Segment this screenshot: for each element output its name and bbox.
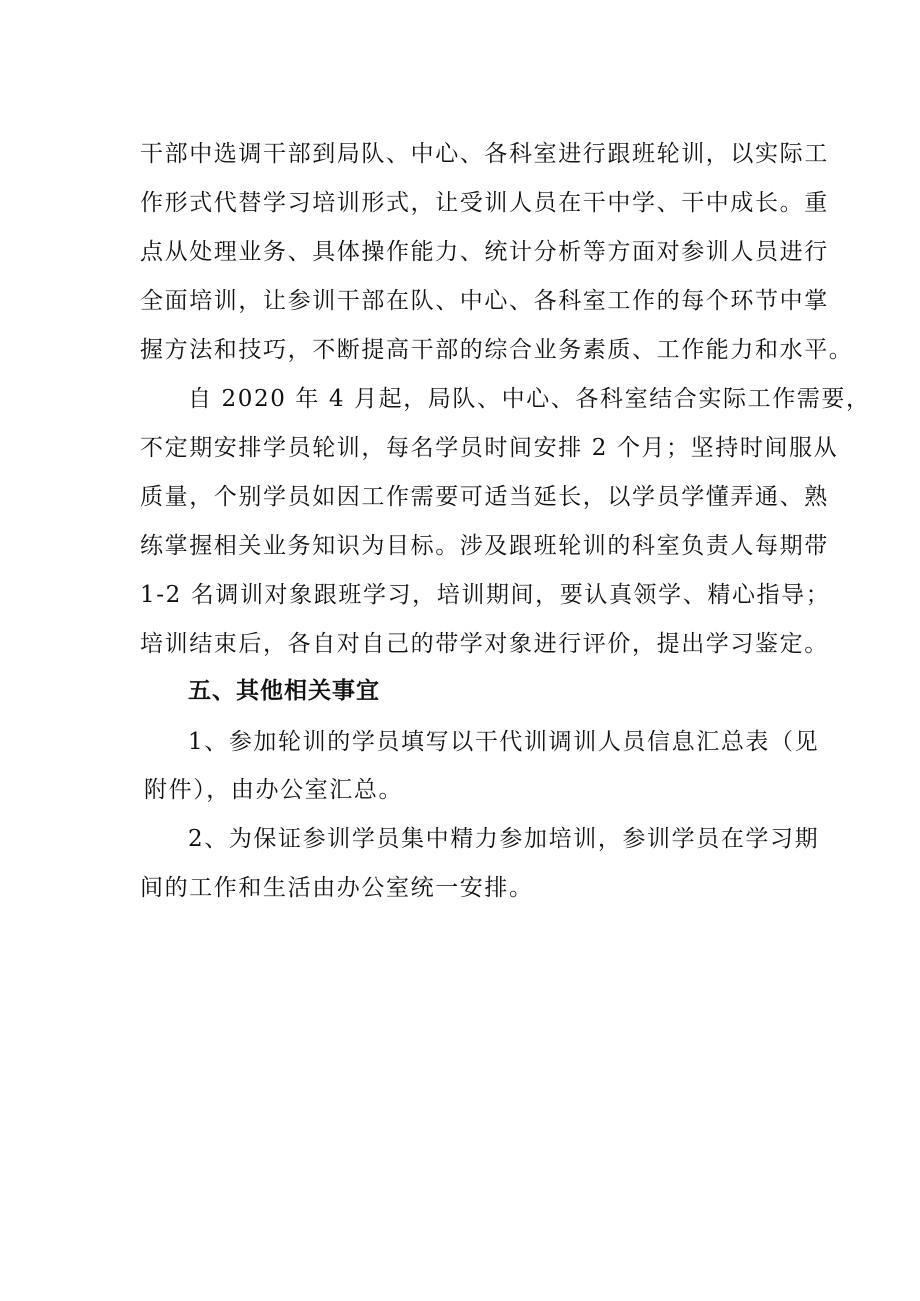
paragraph-2-line-2: 不定期安排学员轮训，每名学员时间安排 2 个月；坚持时间服从 <box>140 435 839 461</box>
item-2-line-2: 间的工作和生活由办公室统一安排。 <box>140 875 534 901</box>
section-heading: 五、其他相关事宜 <box>188 678 380 704</box>
paragraph-2-line-4: 练掌握相关业务知识为目标。涉及跟班轮训的科室负责人每期带 <box>140 533 829 559</box>
paragraph-2-line-5: 1-2 名调训对象跟班学习，培训期间，要认真领学、精心指导； <box>140 582 831 608</box>
paragraph-2-line-3: 质量，个别学员如因工作需要可适当延长，以学员学懂弄通、熟 <box>140 484 829 510</box>
paragraph-1-line-4: 全面培训，让参训干部在队、中心、各科室工作的每个环节中掌 <box>140 288 829 314</box>
paragraph-2-line-6: 培训结束后，各自对自己的带学对象进行评价，提出学习鉴定。 <box>140 631 829 657</box>
item-1-line-1: 1、参加轮训的学员填写以干代训调训人员信息汇总表（见 <box>188 729 820 755</box>
paragraph-1-line-5: 握方法和技巧，不断提高干部的综合业务素质、工作能力和水平。 <box>140 337 854 363</box>
item-1-line-2: 附件），由办公室汇总。 <box>144 777 404 803</box>
paragraph-1-line-1: 干部中选调干部到局队、中心、各科室进行跟班轮训，以实际工 <box>140 141 829 167</box>
paragraph-1-line-3: 点从处理业务、具体操作能力、统计分析等方面对参训人员进行 <box>140 239 829 265</box>
paragraph-1-line-2: 作形式代替学习培训形式，让受训人员在干中学、干中成长。重 <box>140 190 829 216</box>
paragraph-2-line-1: 自 2020 年 4 月起，局队、中心、各科室结合实际工作需要， <box>188 386 871 412</box>
item-2-line-1: 2、为保证参训学员集中精力参加培训，参训学员在学习期 <box>188 826 820 852</box>
